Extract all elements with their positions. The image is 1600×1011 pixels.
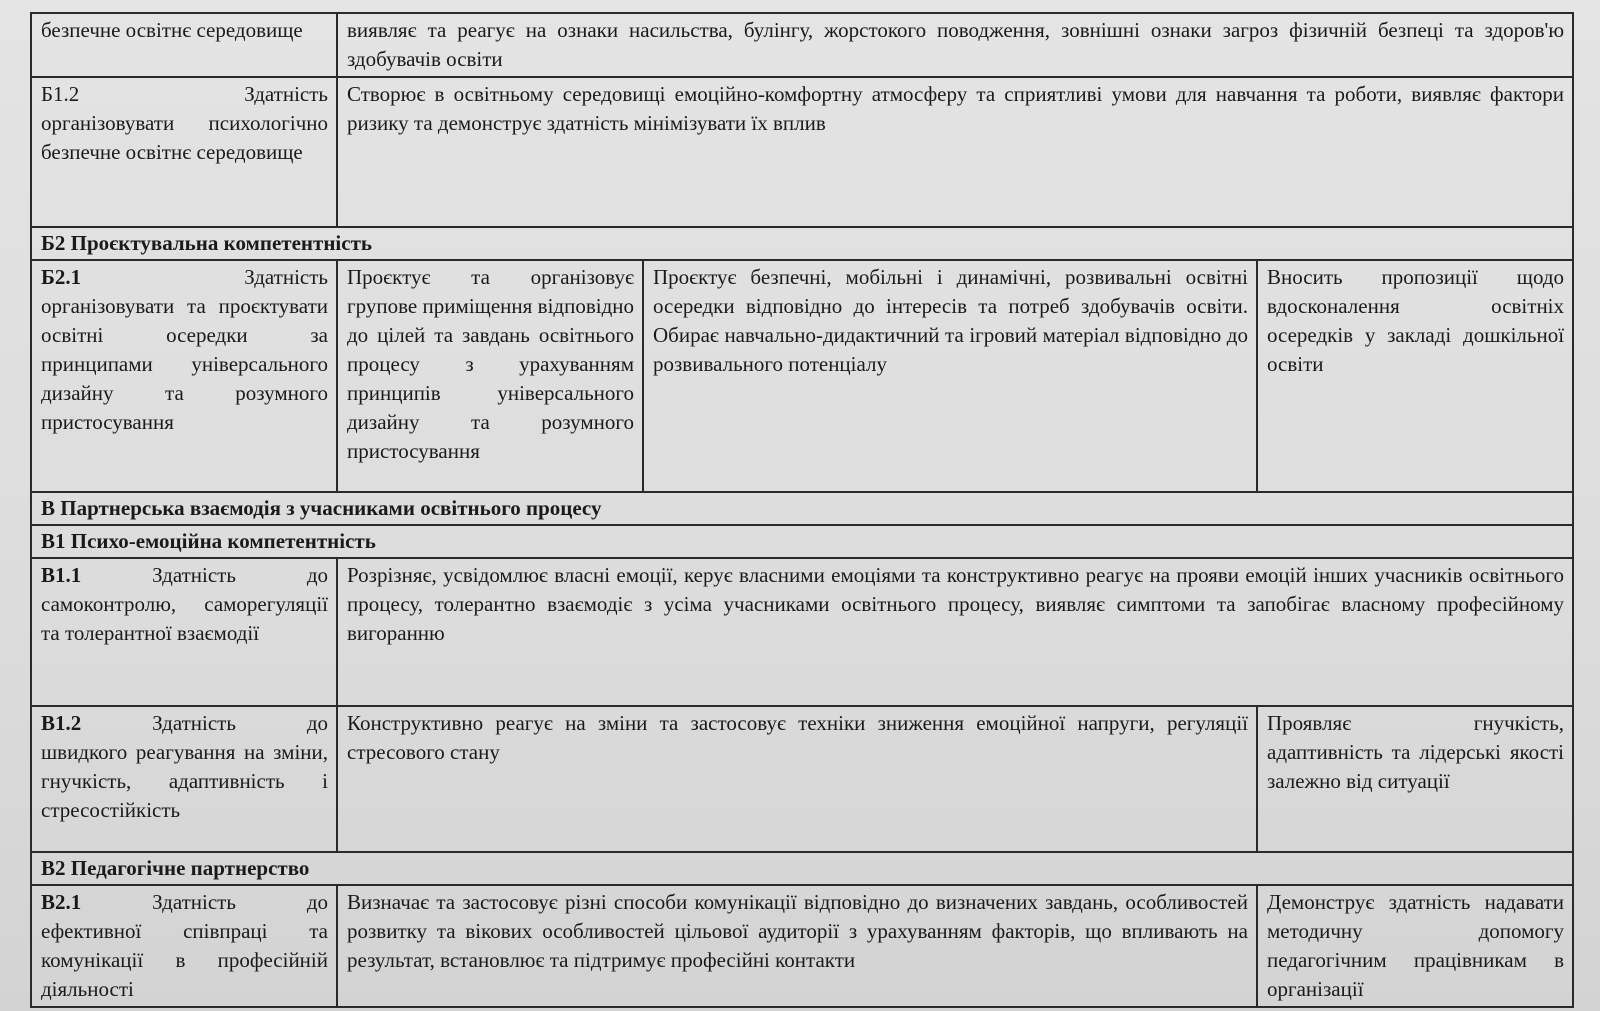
competency-word: Здатність [152,890,236,914]
competency-name-text: швидкого реагування на зміни, гнучкість, адаптивність і стресостійкість [41,740,328,822]
table-row [31,77,1573,227]
level-cell-1: Конструктивно реагує на зміни та застосовує техніки зниження емоційної напруги, регуляції стресового стану [337,706,1257,852]
competency-name-text: ефективної співпраці та комунікації в професійній діяльності [41,919,328,1001]
level-cell-1: Проєктує та організовує групове приміщення відповідно до цілей та завдань освітнього процесу з урахуванням принципів універсального дизайну та розумного пристосування [337,260,643,492]
competency-name-cell [31,260,337,492]
table-row [31,706,1573,852]
table-row [31,260,1573,492]
competency-code: Б1.2 [41,82,80,106]
competency-word: Здатність [244,265,328,289]
section-header-row [31,525,1573,558]
competency-table [30,12,1574,1008]
section-header-row [31,492,1573,525]
subsection-header: В2 Педагогічне партнерство [31,852,1573,885]
competency-name-cell [31,706,337,852]
competency-word-tail: до [306,711,328,735]
table-row [31,885,1573,1007]
competency-name-cell [31,77,337,227]
level-cell-3: Вносить пропозиції щодо вдосконалення освітніх осередків у закладі дошкільної освіти [1257,260,1573,492]
competency-name-text: організовувати та проєктувати освітні осередки за принципами універсального дизайну та розумного пристосування [41,294,328,434]
level-cell-2: Проєктує безпечні, мобільні і динамічні, розвивальні освітні осередки відповідно до інтересів та потреб здобувачів освіти. Обирає навчально-дидактичний та ігровий матеріал відповідно до розвивального потенціалу [643,260,1257,492]
description-cell: виявляє та реагує на ознаки насильства, булінгу, жорстокого поводження, зовнішні ознаки загроз фізичній безпеці та здоров'ю здобувачів освіти [337,13,1573,77]
competency-name-cell [31,885,337,1007]
section-header: В Партнерська взаємодія з учасниками освітнього процесу [31,492,1573,525]
section-header-row [31,852,1573,885]
competency-code: В1.2 [41,711,82,735]
description-cell: Розрізняє, усвідомлює власні емоції, керує власними емоціями та конструктивно реагує на прояви емоцій інших учасників освітнього процесу, толерантно взаємодіє з усіма учасниками освітнього процесу, виявляє симптоми та запобігає власному професійному вигоранню [337,558,1573,706]
level-cell-2: Демонструє здатність надавати методичну допомогу педагогічним працівникам в організації [1257,885,1573,1007]
competency-code: Б2.1 [41,265,82,289]
competency-word: Здатність [244,82,328,106]
subsection-header: В1 Психо-емоційна компетентність [31,525,1573,558]
competency-code: В2.1 [41,890,82,914]
level-cell-2: Проявляє гнучкість, адаптивність та лідерські якості залежно від ситуації [1257,706,1573,852]
table-row [31,558,1573,706]
competency-name-text: організовувати психологічно безпечне освітнє середовище [41,111,328,164]
competency-word-tail: до [306,563,328,587]
level-cell-1: Визначає та застосовує різні способи комунікації відповідно до визначених завдань, особливостей розвитку та вікових особливостей цільової аудиторії з урахуванням факторів, що впливають на результат, встановлює та підтримує професійні контакти [337,885,1257,1007]
competency-word: Здатність [152,711,236,735]
section-header-row [31,227,1573,260]
competency-name-cell: безпечне освітнє середовище [31,13,337,77]
section-header: Б2 Проєктувальна компетентність [31,227,1573,260]
competency-word-tail: до [306,890,328,914]
competency-word: Здатність [152,563,236,587]
competency-name-cell [31,558,337,706]
competency-code: В1.1 [41,563,82,587]
competency-name-text: самоконтролю, саморегуляції та толерантної взаємодії [41,592,328,645]
table-row [31,13,1573,77]
description-cell: Створює в освітньому середовищі емоційно-комфортну атмосферу та сприятливі умови для навчання та роботи, виявляє фактори ризику та демонструє здатність мінімізувати їх вплив [337,77,1573,227]
